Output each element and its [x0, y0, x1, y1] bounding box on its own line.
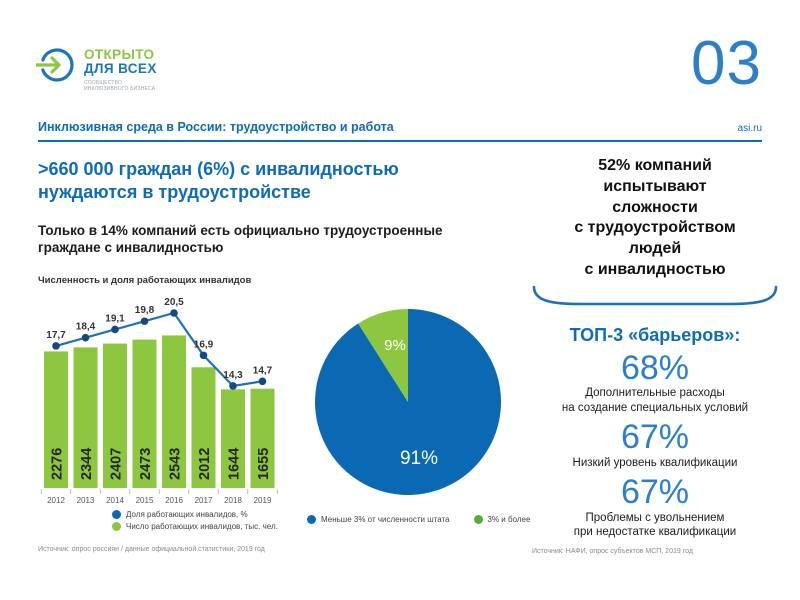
- staff-share-pie: [313, 307, 503, 502]
- chart-title: Численность и доля работающих инвалидов: [38, 275, 252, 286]
- barrier-1-percent: 68%: [620, 348, 690, 387]
- svg-text:2012: 2012: [47, 496, 65, 505]
- bracket-underline: [530, 285, 780, 307]
- svg-text:20,5: 20,5: [164, 297, 184, 308]
- right-panel: 52% компаний испытывают сложности с трудоустройством людей с инвалидностью ТОП-3 «барьеров»: 68% Дополнительные расходы на создание специальных условий 67% Низкий уровень квалификации 67% Проблемы с увольнением при недостатке квалификации: [528, 156, 782, 540]
- employment-chart-svg: [36, 291, 302, 507]
- site-link[interactable]: asi.ru: [737, 123, 762, 134]
- svg-text:19,8: 19,8: [134, 305, 155, 317]
- logo-tagline: СООБЩЕСТВО ИНКЛЮЗИВНОГО БИЗНЕСА: [84, 79, 156, 92]
- svg-text:1655: 1655: [256, 447, 272, 480]
- svg-text:2014: 2014: [106, 496, 124, 505]
- barrier-1-label: Дополнительные расходы: [585, 387, 725, 400]
- svg-text:2015: 2015: [135, 496, 154, 505]
- blue-dot-icon: [307, 515, 316, 524]
- legend-item-share: Доля работающих инвалидов, %: [112, 510, 278, 519]
- subheadline: Только в 14% компаний есть официально трудоустроенные граждане с инвалидностью: [38, 223, 443, 256]
- header-title: Инклюзивная среда в России: трудоустройство и работа: [38, 120, 394, 134]
- svg-text:2013: 2013: [76, 496, 95, 505]
- blue-dot-icon: [112, 510, 121, 519]
- svg-text:2016: 2016: [165, 496, 183, 505]
- barrier-2-percent: 67%: [620, 418, 690, 457]
- stat-52-line: 52% компаний: [598, 157, 712, 174]
- svg-text:2473: 2473: [138, 447, 154, 480]
- barrier-3-label: Проблемы с увольнением: [585, 511, 725, 524]
- svg-text:2018: 2018: [224, 496, 242, 505]
- svg-text:17,7: 17,7: [46, 329, 66, 341]
- open-for-all-logo-icon: [36, 45, 76, 85]
- header: [38, 120, 762, 142]
- logo: [36, 45, 157, 92]
- svg-text:1644: 1644: [226, 447, 243, 480]
- svg-text:2012: 2012: [197, 447, 213, 480]
- source-left: Источник: опрос россиян / данные официальной статистики, 2019 год: [38, 546, 265, 553]
- top3-title: ТОП-3 «барьеров»:: [569, 324, 741, 345]
- svg-text:2344: 2344: [79, 447, 95, 480]
- svg-text:2543: 2543: [167, 447, 184, 480]
- green-dot-icon: [112, 522, 121, 531]
- barrier-3-percent: 67%: [620, 473, 690, 512]
- green-dot-icon: [474, 515, 483, 524]
- staff-share-pie-svg: [313, 307, 503, 497]
- logo-line1: ОТКРЫТО: [84, 47, 155, 62]
- svg-text:18,4: 18,4: [75, 321, 96, 333]
- svg-text:91%: 91%: [399, 448, 439, 469]
- employment-chart: [36, 291, 302, 512]
- bar-chart-legend: [112, 510, 278, 531]
- svg-text:9%: 9%: [384, 337, 406, 354]
- svg-text:2407: 2407: [108, 447, 125, 480]
- logo-line2: ДЛЯ ВСЕХ: [84, 60, 157, 76]
- pie-legend-item-less3: Меньше 3% от численности штата: [307, 515, 450, 524]
- headline: >660 000 граждан (6%) с инвалидностью нуждаются в трудоустройстве: [38, 159, 399, 203]
- barrier-2-label: Низкий уровень квалификации: [572, 456, 738, 469]
- svg-text:14,3: 14,3: [223, 369, 243, 381]
- pie-legend-item-3plus: 3% и более: [474, 515, 531, 524]
- svg-text:19,1: 19,1: [105, 313, 125, 325]
- svg-text:2019: 2019: [253, 496, 272, 505]
- legend-item-count: Число работающих инвалидов, тыс. чел.: [112, 522, 278, 531]
- source-right: Источник: НАФИ, опрос субъектов МСП, 2019 год: [532, 548, 693, 555]
- svg-text:2017: 2017: [194, 496, 213, 505]
- svg-text:2276: 2276: [49, 447, 66, 480]
- svg-text:14,7: 14,7: [252, 365, 273, 377]
- svg-text:16,9: 16,9: [193, 339, 214, 351]
- pie-legend: [307, 515, 530, 524]
- page-number: 03: [691, 29, 762, 98]
